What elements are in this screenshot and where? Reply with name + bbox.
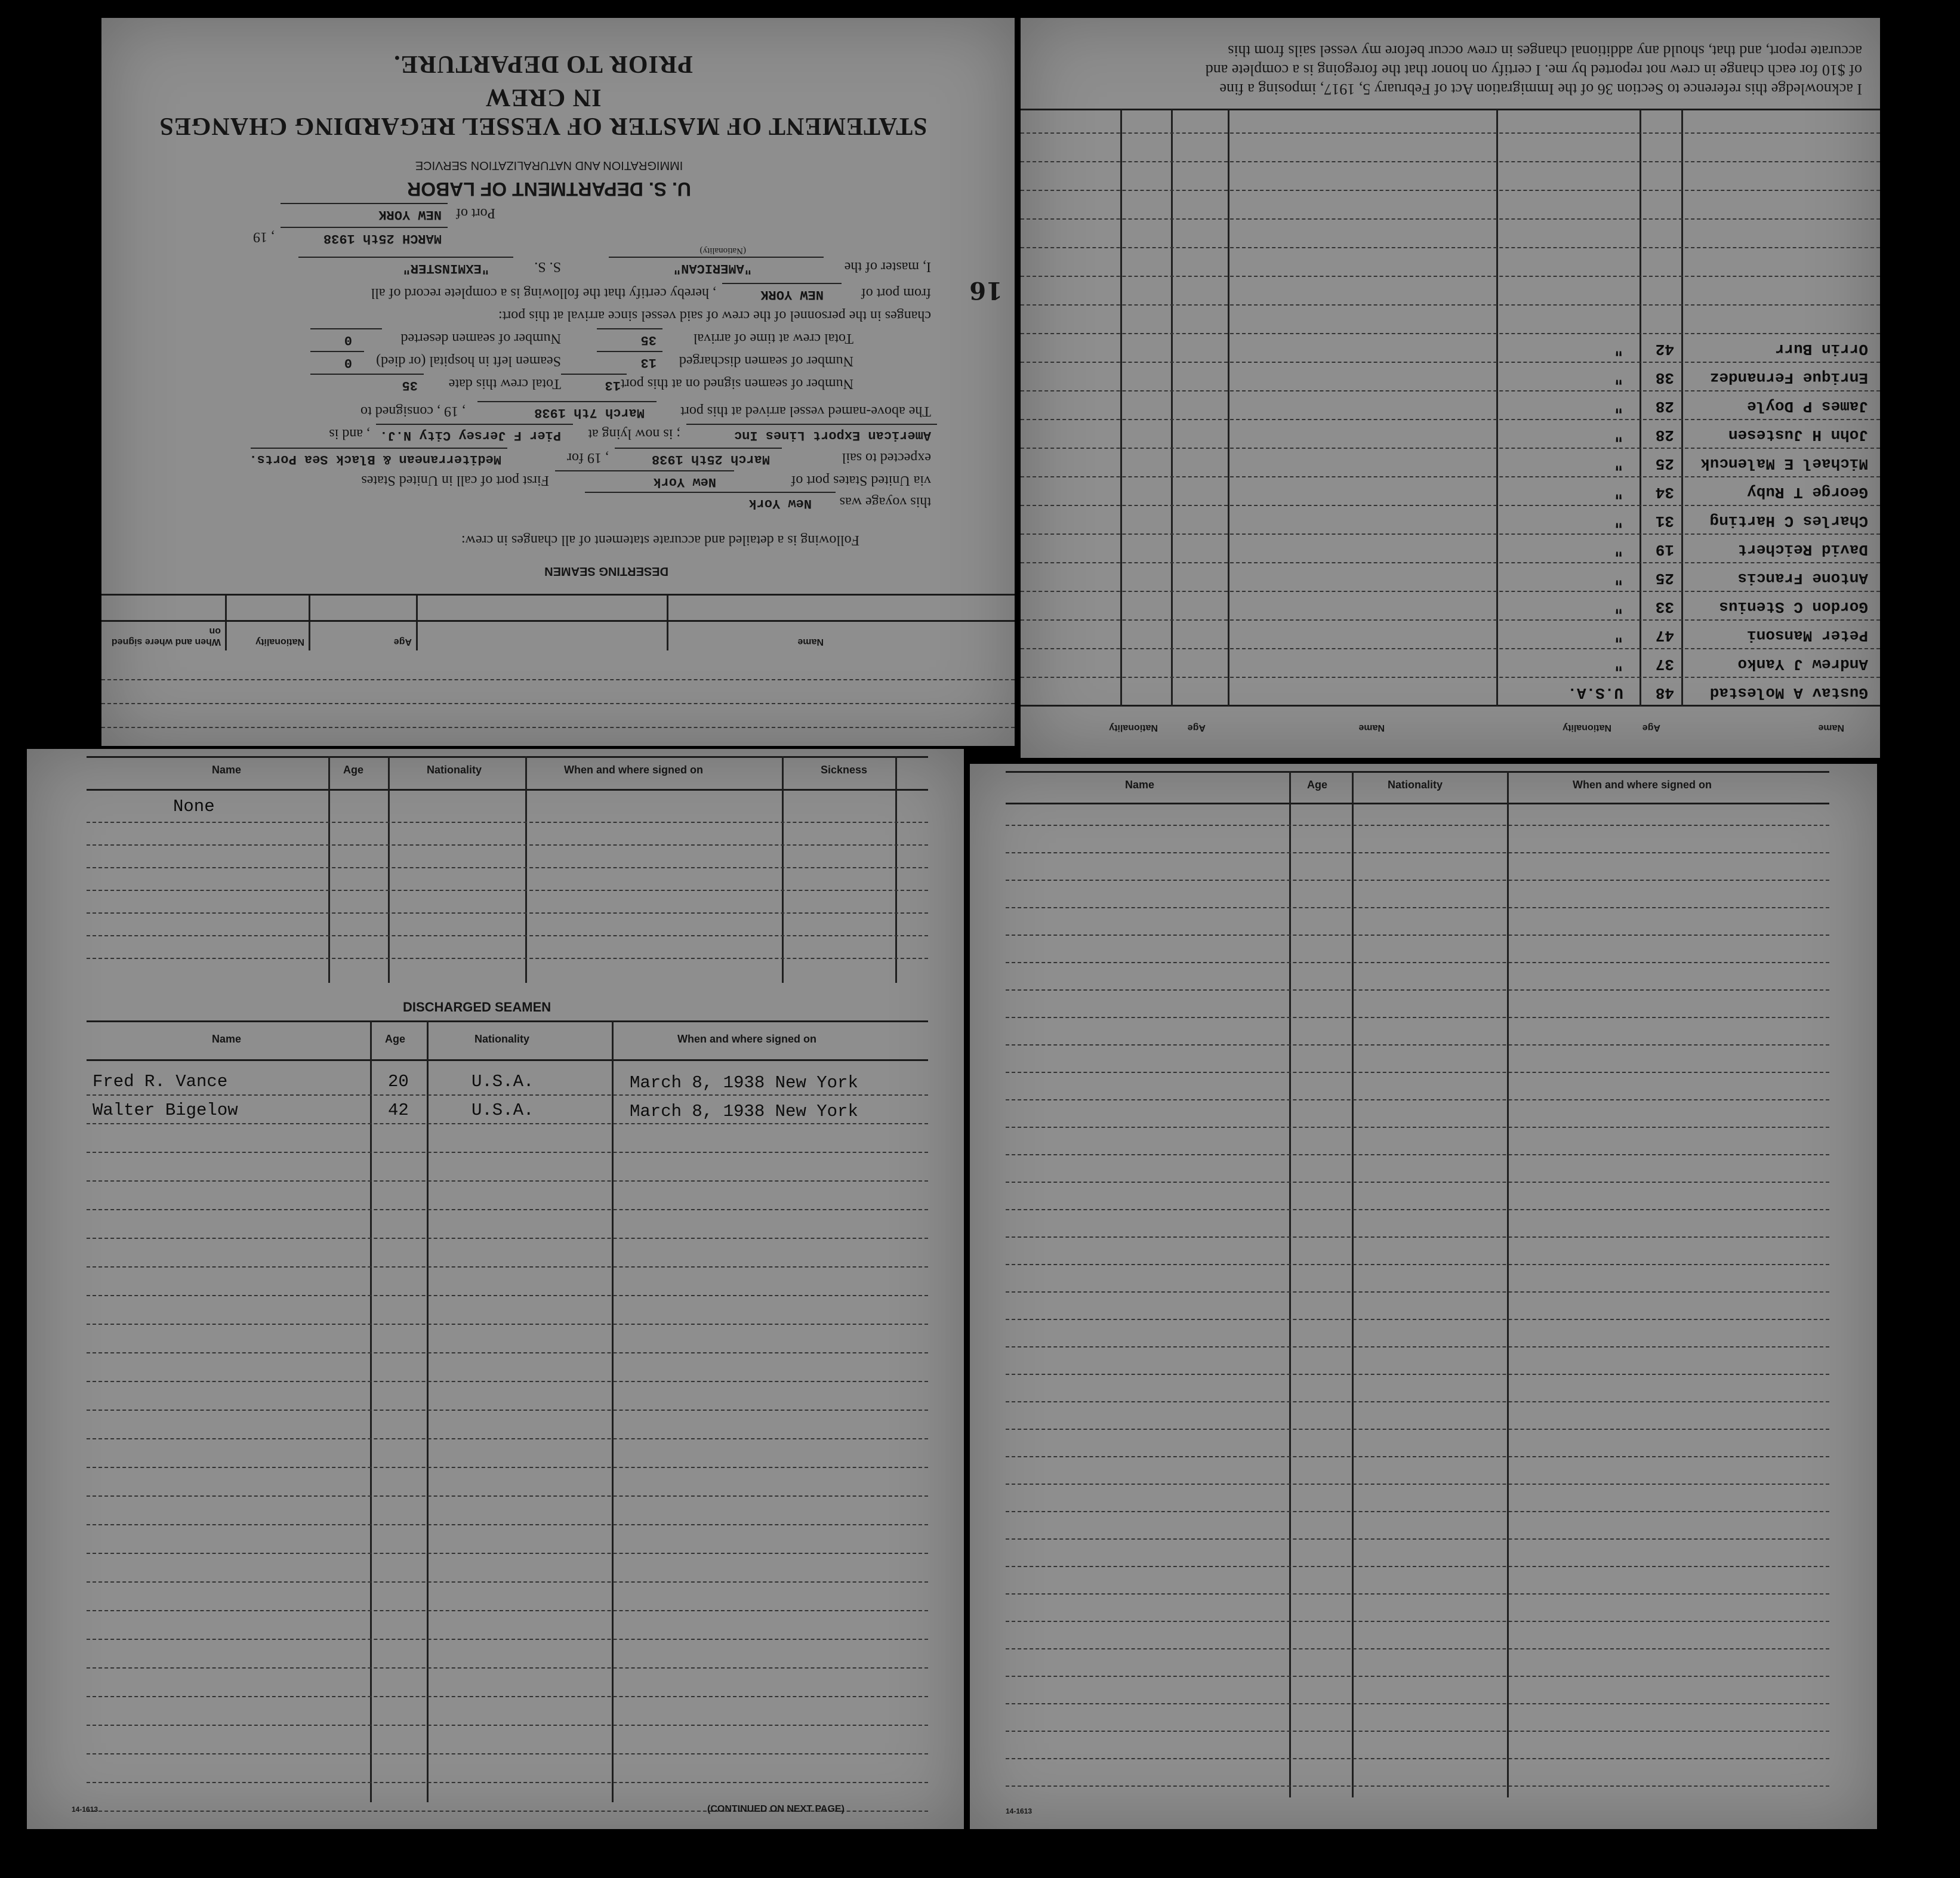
ruled-line [1021,534,1880,535]
signed-on-age: 31 [1655,512,1674,530]
ruled-line [87,1610,928,1611]
signed-on-name: Gordon C Stenius [1719,598,1868,616]
form-number-left: 14-1613 [72,1805,98,1814]
header-name: Name [1818,723,1844,733]
form-number-right: 14-1613 [1006,1807,1033,1815]
ruled-line [1021,562,1880,563]
signed-on-nationality: U.S.A. [1567,684,1623,702]
deserting-header-name: Name [797,637,824,647]
ruled-line [87,1180,928,1182]
ruled-line [87,1725,928,1726]
ruled-line [87,1696,928,1697]
discharged-row-2-when-where: March 8, 1938 New York [630,1102,858,1121]
ruled-line [1006,1127,1829,1128]
ruled-line [1021,648,1880,649]
signed-on-nationality: " [1614,483,1623,501]
signed-on-name: David Reichert [1737,541,1868,559]
lying-value: Pier F Jersey City N.J. [380,428,561,443]
ruled-line [1006,1484,1829,1485]
signed-on-name: Michael E Malencuk [1700,455,1868,473]
hospital-value: 0 [344,355,352,370]
deserting-header-nationality: Nationality [255,637,304,647]
signed-on-label: Number of seamen signed on at this port [621,376,853,391]
signed-on-name: James P Doyle [1747,397,1868,415]
master-label: I, master of the [844,259,931,275]
ruled-line [1021,505,1880,506]
signed-on-age: 37 [1655,655,1674,673]
ruled-line [87,1667,928,1669]
certify-text: , hereby certify that the following is a complete record of all [371,285,716,301]
form-title: STATEMENT OF MASTER OF VESSEL REGARDING CHANGES IN CREW PRIOR TO DEPARTURE. [159,50,927,140]
from-port-value: NEW YORK [760,287,824,302]
date-value: MARCH 25th 1938 [323,231,442,246]
header-name-2: Name [1358,723,1385,733]
ruled-line [1006,1346,1829,1347]
ruled-line [1006,1703,1829,1704]
ruled-line [87,1639,928,1640]
ruled-line [1006,1291,1829,1293]
consigned-label: , 19 , consigned to [360,403,466,419]
department-label: U. S. DEPARTMENT OF LABOR [407,178,691,200]
changes-text: changes in the personnel of the crew of said vessel since arrival at this port: [498,308,931,323]
header-age-2: Age [1187,723,1206,733]
first-port-label: First port of call in United States [361,473,549,488]
signed-on-value: 13 [605,378,621,393]
cont-header-nationality: Nationality [1388,779,1443,791]
header-age: Age [1642,723,1660,733]
signed-on-age: 25 [1655,455,1674,473]
ruled-line [1021,304,1880,306]
ruled-line [87,1381,928,1382]
expected-label: expected to sail [842,450,931,465]
ruled-line [1006,852,1829,853]
continued-note: (CONTINUED ON NEXT PAGE) [707,1804,845,1814]
signed-on-panel [1021,18,1880,758]
signed-on-age: 34 [1655,483,1674,501]
ruled-line [87,1524,928,1525]
ruled-line [1006,1044,1829,1046]
ruled-line [1021,390,1880,391]
voyage-label: this voyage was [839,494,931,510]
deserted-value: 0 [344,332,352,347]
ruled-line [1006,1429,1829,1430]
and-is-label: , and is [329,426,370,442]
ruled-line [1006,1731,1829,1732]
ruled-line [1021,218,1880,220]
discharged-value: 13 [640,355,657,370]
signed-on-age: 42 [1655,340,1674,358]
ruled-line [87,1324,928,1325]
header-nationality: Nationality [1563,723,1611,733]
deserted-label: Number of seamen deserted [400,331,561,346]
sick-header-when-where: When and where signed on [564,764,704,776]
ruled-line [87,1495,928,1497]
signed-on-table-header [1021,705,1880,746]
signed-on-nationality: " [1614,598,1623,616]
sick-header-name: Name [212,764,242,776]
destination-value: Mediterranean & Black Sea Ports. [249,452,501,467]
dis-header-nationality: Nationality [474,1033,530,1045]
discharged-row-2-age: 42 [388,1100,409,1120]
cont-header-when-where: When and where signed on [1573,779,1712,791]
ruled-line [1006,1099,1829,1100]
for-label: , 19 for [567,450,609,465]
signed-on-name: Enrique Fernandez [1709,369,1868,387]
ruled-line [87,1266,928,1268]
signed-on-age: 25 [1655,569,1674,587]
ruled-line [87,1152,928,1153]
ruled-line [87,1123,928,1124]
signed-on-age: 28 [1655,426,1674,444]
ruled-line [1021,132,1880,134]
ruled-line [1006,989,1829,991]
continuation-panel [970,764,1877,1829]
ruled-line [87,1753,928,1754]
ruled-line [1006,1017,1829,1018]
ruled-line [1006,1264,1829,1265]
ruled-line [87,1438,928,1439]
ruled-line [1006,1374,1829,1375]
nationality-caption: (Nationality) [699,246,746,255]
ruled-line [1021,161,1880,162]
ruled-line [1006,1456,1829,1457]
ruled-line [1006,1621,1829,1622]
header-nationality-2: Nationality [1109,723,1158,733]
total-arrival-value: 35 [640,332,657,347]
port-label: Port of [456,205,495,221]
discharged-row-1-name: Fred R. Vance [93,1072,228,1091]
signed-on-name: Gustav A Molestad [1709,684,1868,702]
via-value: New York [653,474,716,489]
hospital-label: Seamen left in hospital (or died) [376,353,561,369]
service-label: IMMIGRATION AND NATURALIZATION SERVICE [415,159,683,172]
lying-label: ; is now lying at [588,426,680,442]
deserting-header-age: Age [393,637,412,647]
signed-on-age: 28 [1655,397,1674,415]
ruled-line [87,1782,928,1783]
ruled-line [1006,1072,1829,1073]
total-arrival-label: Total crew at time of arrival [693,331,853,346]
arrived-value: March 7th 1938 [534,405,645,420]
arrived-label: The above-named vessel arrived at this port [680,403,931,419]
consignee-value: American Export Lines Inc [734,428,931,443]
signed-on-nationality: " [1614,397,1623,415]
via-label: via United States port of [791,473,931,488]
signed-on-nationality: " [1614,569,1623,587]
ruled-line [1006,1786,1829,1787]
discharged-row-2-name: Walter Bigelow [93,1100,238,1120]
ruled-line [1006,1209,1829,1210]
signed-on-nationality: " [1614,655,1623,673]
ruled-line [87,1581,928,1583]
ruled-line [1006,907,1829,908]
ruled-line [1006,935,1829,936]
signed-on-name: Peter Mansoni [1747,627,1868,644]
dis-header-when-where: When and where signed on [677,1033,817,1045]
nationality-value: "AMERICAN" [673,261,752,276]
ruled-line [1021,247,1880,248]
ruled-line [87,1295,928,1296]
margin-mark: 16 [969,276,1003,304]
discharged-row-1-age: 20 [388,1072,409,1091]
from-port-label: from port of [861,285,931,301]
voyage-value: New York [748,496,812,511]
discharged-row-2-nationality: U.S.A. [471,1100,534,1120]
signed-on-age: 33 [1655,598,1674,616]
signed-on-age: 48 [1655,684,1674,702]
signed-on-age: 38 [1655,369,1674,387]
discharged-heading: DISCHARGED SEAMEN [403,1000,551,1014]
ruled-line [1006,1511,1829,1512]
acknowledgement-text: I acknowledge this reference to Section 36 of the Immigration Act of February 5, 1917, imposing a fine of $10 for each change in crew not reported by me. I certify on honor that the foregoing is a complete and accurate report, and that, should any additional changes in crew occur before my vessel sails from this [1205,42,1862,98]
discharged-table [87,1020,928,1802]
vessel-value: "EXMINSTER" [402,261,489,276]
ruled-line [1021,677,1880,678]
total-date-label: Total crew this date [448,376,561,391]
signed-on-name: Antone Francis [1737,569,1868,587]
signed-on-name: John H Justesen [1728,426,1868,444]
ruled-line [1021,333,1880,334]
signed-on-name: Orrin Burr [1774,340,1868,358]
ruled-line [1021,276,1880,277]
ruled-line [87,1094,928,1096]
ruled-line [1021,190,1880,191]
continuation-table [1006,771,1829,1797]
sick-header-nationality: Nationality [427,764,482,776]
ruled-line [87,1553,928,1554]
deserting-heading: DESERTING SEAMEN [544,565,668,578]
ruled-line [87,1238,928,1239]
ruled-line [1006,1182,1829,1183]
expected-value: March 25th 1938 [651,452,770,467]
sickness-entry-name: None [173,797,215,816]
ruled-line [1006,825,1829,826]
cont-header-age: Age [1307,779,1328,791]
ruled-line [87,1467,928,1468]
form-header-panel [101,18,1015,746]
signed-on-age: 47 [1655,627,1674,644]
total-date-value: 35 [402,378,418,393]
signed-on-nationality: " [1614,426,1623,444]
signed-on-name: George T Ruby [1747,483,1868,501]
ruled-line [1006,1236,1829,1238]
port-value: NEW YORK [378,207,442,222]
ruled-line [1006,1593,1829,1595]
signed-on-nationality: " [1614,369,1623,387]
ruled-line [87,1352,928,1353]
ruled-line [1021,362,1880,363]
ruled-line [87,1209,928,1210]
sick-header-sickness: Sickness [821,764,868,776]
ruled-line [1021,419,1880,420]
signed-on-nationality: " [1614,541,1623,559]
ruled-line [1021,619,1880,621]
signed-on-nationality: " [1614,627,1623,644]
discharged-row-1-nationality: U.S.A. [471,1072,534,1091]
discharged-row-1-when-where: March 8, 1938 New York [630,1073,858,1093]
ruled-line [1006,1676,1829,1677]
ruled-line [1006,1154,1829,1155]
ruled-line [1006,1758,1829,1759]
ruled-line [1021,476,1880,477]
ruled-line [1021,591,1880,592]
deserting-table [101,596,1015,650]
sick-header-age: Age [343,764,364,776]
following-text: Following is a detailed and accurate statement of all changes in crew: [461,532,859,548]
signed-on-name: Charles C Harting [1709,512,1868,530]
ruled-line [1006,880,1829,881]
signed-on-name: Andrew J Yanko [1737,655,1868,673]
cont-header-name: Name [1125,779,1155,791]
signed-on-nationality: " [1614,455,1623,473]
date-suffix: , 19 [253,229,275,245]
ruled-line [1006,1319,1829,1320]
signed-on-age: 19 [1655,541,1674,559]
discharged-panel [27,749,964,1829]
dis-header-name: Name [212,1033,242,1045]
ruled-line [1006,962,1829,963]
signed-on-nationality: " [1614,340,1623,358]
ruled-line [1006,1566,1829,1567]
ruled-line [1006,1648,1829,1649]
deserting-header-when-where: When and where signed on [111,626,221,647]
discharged-label: Number of seamen discharged [679,353,853,369]
ruled-line [1006,1538,1829,1540]
sickness-table [87,756,928,983]
ruled-line [1006,1401,1829,1402]
dis-header-age: Age [385,1033,406,1045]
ruled-line [87,1410,928,1411]
signed-on-nationality: " [1614,512,1623,530]
ss-label: S. S. [534,259,561,275]
ruled-line [1021,448,1880,449]
signed-on-grid [1021,110,1880,707]
